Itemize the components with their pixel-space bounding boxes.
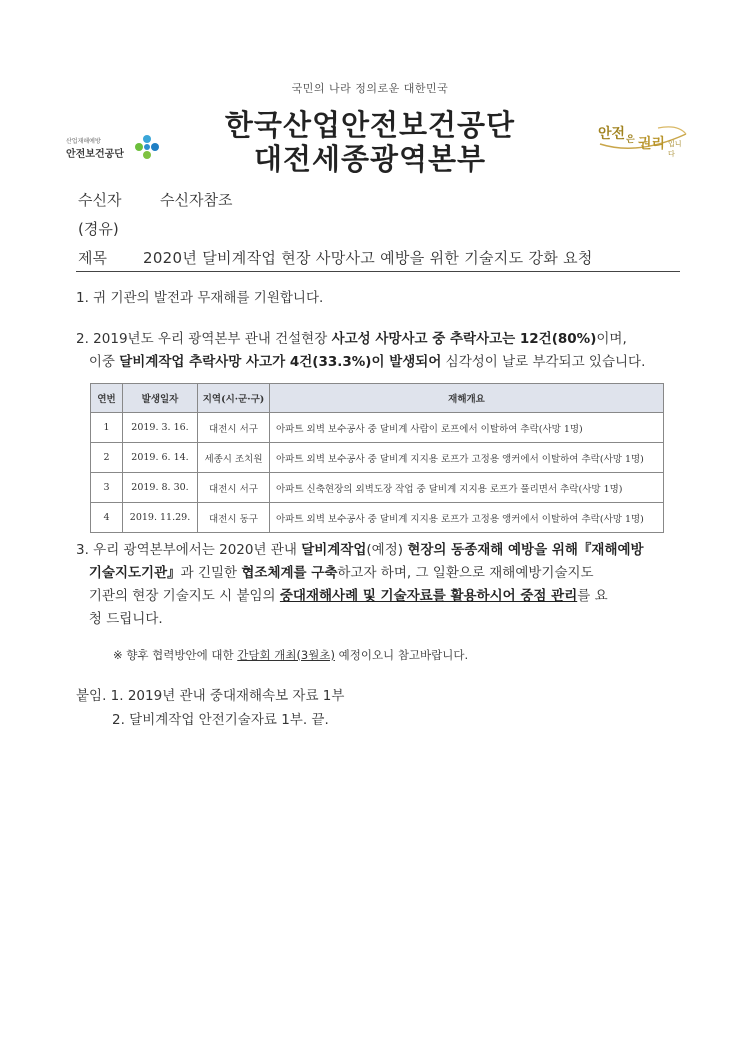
p3-bold-cooperation: 협조체계를 구축 xyxy=(241,565,338,581)
attachment-2: 2. 달비계작업 안전기술자료 1부. 끝. xyxy=(112,712,329,728)
cell-region: 대전시 동구 xyxy=(198,503,270,533)
subject-value: 2020년 달비계작업 현장 사망사고 예방을 위한 기술지도 강화 요청 xyxy=(143,249,593,267)
table-row xyxy=(91,443,664,473)
logo-right-particle: 은 xyxy=(626,135,635,145)
division-name: 대전세종광역본부 xyxy=(253,142,487,176)
p2-text-c: 이며, xyxy=(596,331,627,347)
accident-table xyxy=(90,383,664,533)
p3-text-f: 과 긴밀한 xyxy=(180,565,242,581)
note-underlined-meeting: 간담회 개최(3월초) xyxy=(237,648,335,662)
p3-text-i: 기관의 현장 기술지도 시 붙임의 xyxy=(88,588,280,604)
p3-text-c: (예정) xyxy=(366,542,408,558)
organization-name: 한국산업안전보건공단 xyxy=(224,108,516,142)
meeting-note xyxy=(113,647,468,663)
cell-date: 2019. 3. 16. xyxy=(123,413,198,443)
cell-no: 3 xyxy=(91,473,123,503)
paragraph-3 xyxy=(76,539,686,631)
recipient-value: 수신자참조 xyxy=(160,191,233,209)
cell-no: 2 xyxy=(91,443,123,473)
cell-region: 대전시 서구 xyxy=(198,473,270,503)
p3-text-l: 청 드립니다. xyxy=(88,611,163,627)
note-text-a: ※ 향후 협력방안에 대한 xyxy=(113,648,238,662)
p3-bold-gondola-work: 달비계작업 xyxy=(301,542,367,558)
logo-left-main: 안전보건공단 xyxy=(66,149,124,160)
paragraph-2 xyxy=(76,328,686,374)
table-row xyxy=(91,503,664,533)
cell-region: 세종시 조치원 xyxy=(198,443,270,473)
via-label: (경유) xyxy=(78,220,119,238)
cell-summary: 아파트 외벽 보수공사 중 달비계 지지용 로프가 고정용 앵커에서 이탈하여 추락(사망 1명) xyxy=(270,443,664,473)
col-header-date: 발생일자 xyxy=(123,384,198,413)
subject-label: 제목 xyxy=(78,249,107,267)
p2-bold-gondola-deaths: 달비계작업 추락사망 사고가 4건(33.3%)이 발생되어 xyxy=(119,354,442,370)
col-header-summary: 재해개요 xyxy=(270,384,664,413)
kosha-emblem-icon xyxy=(134,134,160,160)
attachment-1: 붙임. 1. 2019년 관내 중대재해속보 자료 1부 xyxy=(76,688,345,704)
logo-left-sub: 산업재해예방 xyxy=(66,138,101,145)
slogan: 국민의 나라 정의로운 대한민국 xyxy=(291,82,449,95)
cell-date: 2019. 11.29. xyxy=(123,503,198,533)
p3-bold-focus-management: 중대재해사례 및 기술자료를 활용하시어 중점 관리 xyxy=(279,588,578,604)
cell-no: 4 xyxy=(91,503,123,533)
table-header-row xyxy=(91,384,664,413)
p2-bold-fall-accidents: 사고성 사망사고 중 추락사고는 12건(80%) xyxy=(331,331,597,347)
p2-text-f: 심각성이 날로 부각되고 있습니다. xyxy=(441,354,646,370)
safety-right-logo xyxy=(598,120,688,160)
p3-text-k: 를 요 xyxy=(577,588,608,604)
table-row xyxy=(91,413,664,443)
logo-right-ending: 입니다 xyxy=(668,140,682,158)
p3-bold-agency: 기술지도기관』 xyxy=(88,565,181,581)
p3-text-h: 하고자 하며, 그 일환으로 재해예방기술지도 xyxy=(337,565,594,581)
cell-date: 2019. 8. 30. xyxy=(123,473,198,503)
p2-text-a: 2. 2019년도 우리 광역본부 관내 건설현장 xyxy=(76,331,332,347)
kosha-logo xyxy=(66,134,166,170)
recipient-label: 수신자 xyxy=(78,191,122,209)
p2-text-d: 이중 xyxy=(88,354,120,370)
cell-summary: 아파트 신축현장의 외벽도장 작업 중 달비계 지지용 로프가 풀리면서 추락(사망 1명) xyxy=(270,473,664,503)
cell-no: 1 xyxy=(91,413,123,443)
cell-date: 2019. 6. 14. xyxy=(123,443,198,473)
cell-summary: 아파트 외벽 보수공사 중 달비계 사람이 로프에서 이탈하여 추락(사망 1명) xyxy=(270,413,664,443)
paragraph-1: 1. 귀 기관의 발전과 무재해를 기원합니다. xyxy=(76,290,324,306)
logo-right-safety: 안전 xyxy=(598,126,626,142)
col-header-no: 연번 xyxy=(91,384,123,413)
subject-divider xyxy=(76,271,680,272)
p3-text-a: 3. 우리 광역본부에서는 2020년 관내 xyxy=(76,542,302,558)
col-header-region: 지역(시·군·구) xyxy=(198,384,270,413)
cell-summary: 아파트 외벽 보수공사 중 달비계 지지용 로프가 고정용 앵커에서 이탈하여 추락(사망 1명) xyxy=(270,503,664,533)
cell-region: 대전시 서구 xyxy=(198,413,270,443)
table-row xyxy=(91,473,664,503)
logo-right-right: 권리 xyxy=(638,136,666,152)
p3-bold-site-prevention: 현장의 동종재해 예방을 위해『재해예방 xyxy=(407,542,644,558)
note-text-c: 예정이오니 참고바랍니다. xyxy=(334,648,469,662)
